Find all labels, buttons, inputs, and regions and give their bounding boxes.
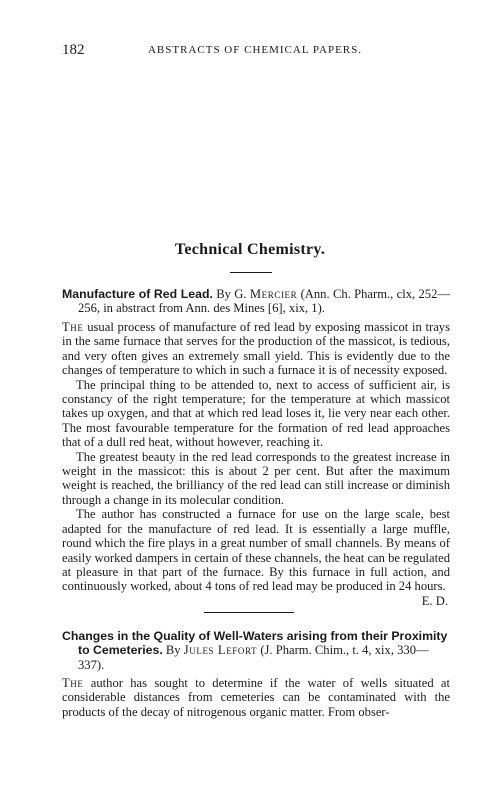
article1-p1-text: usual process of manufacture of red lead by exposing massicot in trays in the same furnace that serves for the production of the massicot, is tedious, and very often gives an extremely small yield. This is evidently due to the changes of temperature to which in such a furnace it is of necessity exposed. — [62, 320, 450, 378]
article1-title: Manufacture of Red Lead. — [62, 287, 213, 301]
article1-body — [62, 320, 450, 594]
article1-heading — [62, 287, 450, 316]
page-header — [62, 42, 448, 60]
article-separator-rule — [204, 612, 294, 613]
section-title: Technical Chemistry. — [174, 241, 326, 258]
article2-author: Jules Lefort — [183, 643, 258, 658]
article1-paragraph-4: The author has constructed a furnace for use on the large scale, best adapted for the manufacture of red lead. It is essentially a large muffle, round which the fire plays in a great number of small channels. By means of easily worked dampers in certain of these channels, the heat can be regulated at pleasure in that part of the furnace. By this furnace in full action, and continuously worked, about 4 tons of red lead may be produced in 24 hours. — [62, 507, 450, 594]
article2-body — [62, 676, 450, 719]
article1-byline-prefix: By G. — [216, 287, 247, 301]
section-rule — [230, 272, 272, 273]
article1-paragraph-1 — [62, 320, 450, 378]
article1-drop-word: The — [62, 320, 84, 334]
article2-citation: (J. Pharm. Chim., t. 4, xix, 330—337). — [78, 643, 429, 672]
article2-byline-prefix: By — [165, 643, 181, 658]
article2-title: Changes in the Quality of Well-Waters arising from their Proximity to Cemeteries. — [62, 629, 448, 658]
article1-paragraph-3: The greatest beauty in the red lead corresponds to the greatest increase in weight in the massicot: this is about 2 per cent. But after the maximum weight is reached, the brilliancy of the red lead can still increase or diminish through a change in its molecular condition. — [62, 449, 450, 507]
article2-drop-word: The — [62, 676, 84, 690]
running-head: ABSTRACTS OF CHEMICAL PAPERS. — [147, 44, 362, 56]
article1-citation: (Ann. Ch. Pharm., clx, 252—256, in abstract from Ann. des Mines [6], xix, 1). — [78, 287, 450, 316]
article2-heading — [62, 629, 450, 672]
page-number: 182 — [62, 42, 85, 58]
article1-author: Mercier — [249, 287, 298, 301]
article1-paragraph-2: The principal thing to be attended to, next to access of sufficient air, is constancy of the right temperature; for the temperature at which massicot takes up oxygen, and that at which red lead loses it, lie very near each other. The most favourable temperature for the formation of red lead approaches that of a dull red heat, without however, reaching it. — [62, 377, 450, 450]
article2-paragraph-1 — [62, 676, 450, 719]
article2-p1-text: author has sought to determine if the water of wells situated at considerable distances from cemeteries can be contaminated with the products of the decay of nitrogenous organic matter. From obser- — [62, 676, 450, 719]
article1-signature: E. D. — [421, 594, 448, 608]
